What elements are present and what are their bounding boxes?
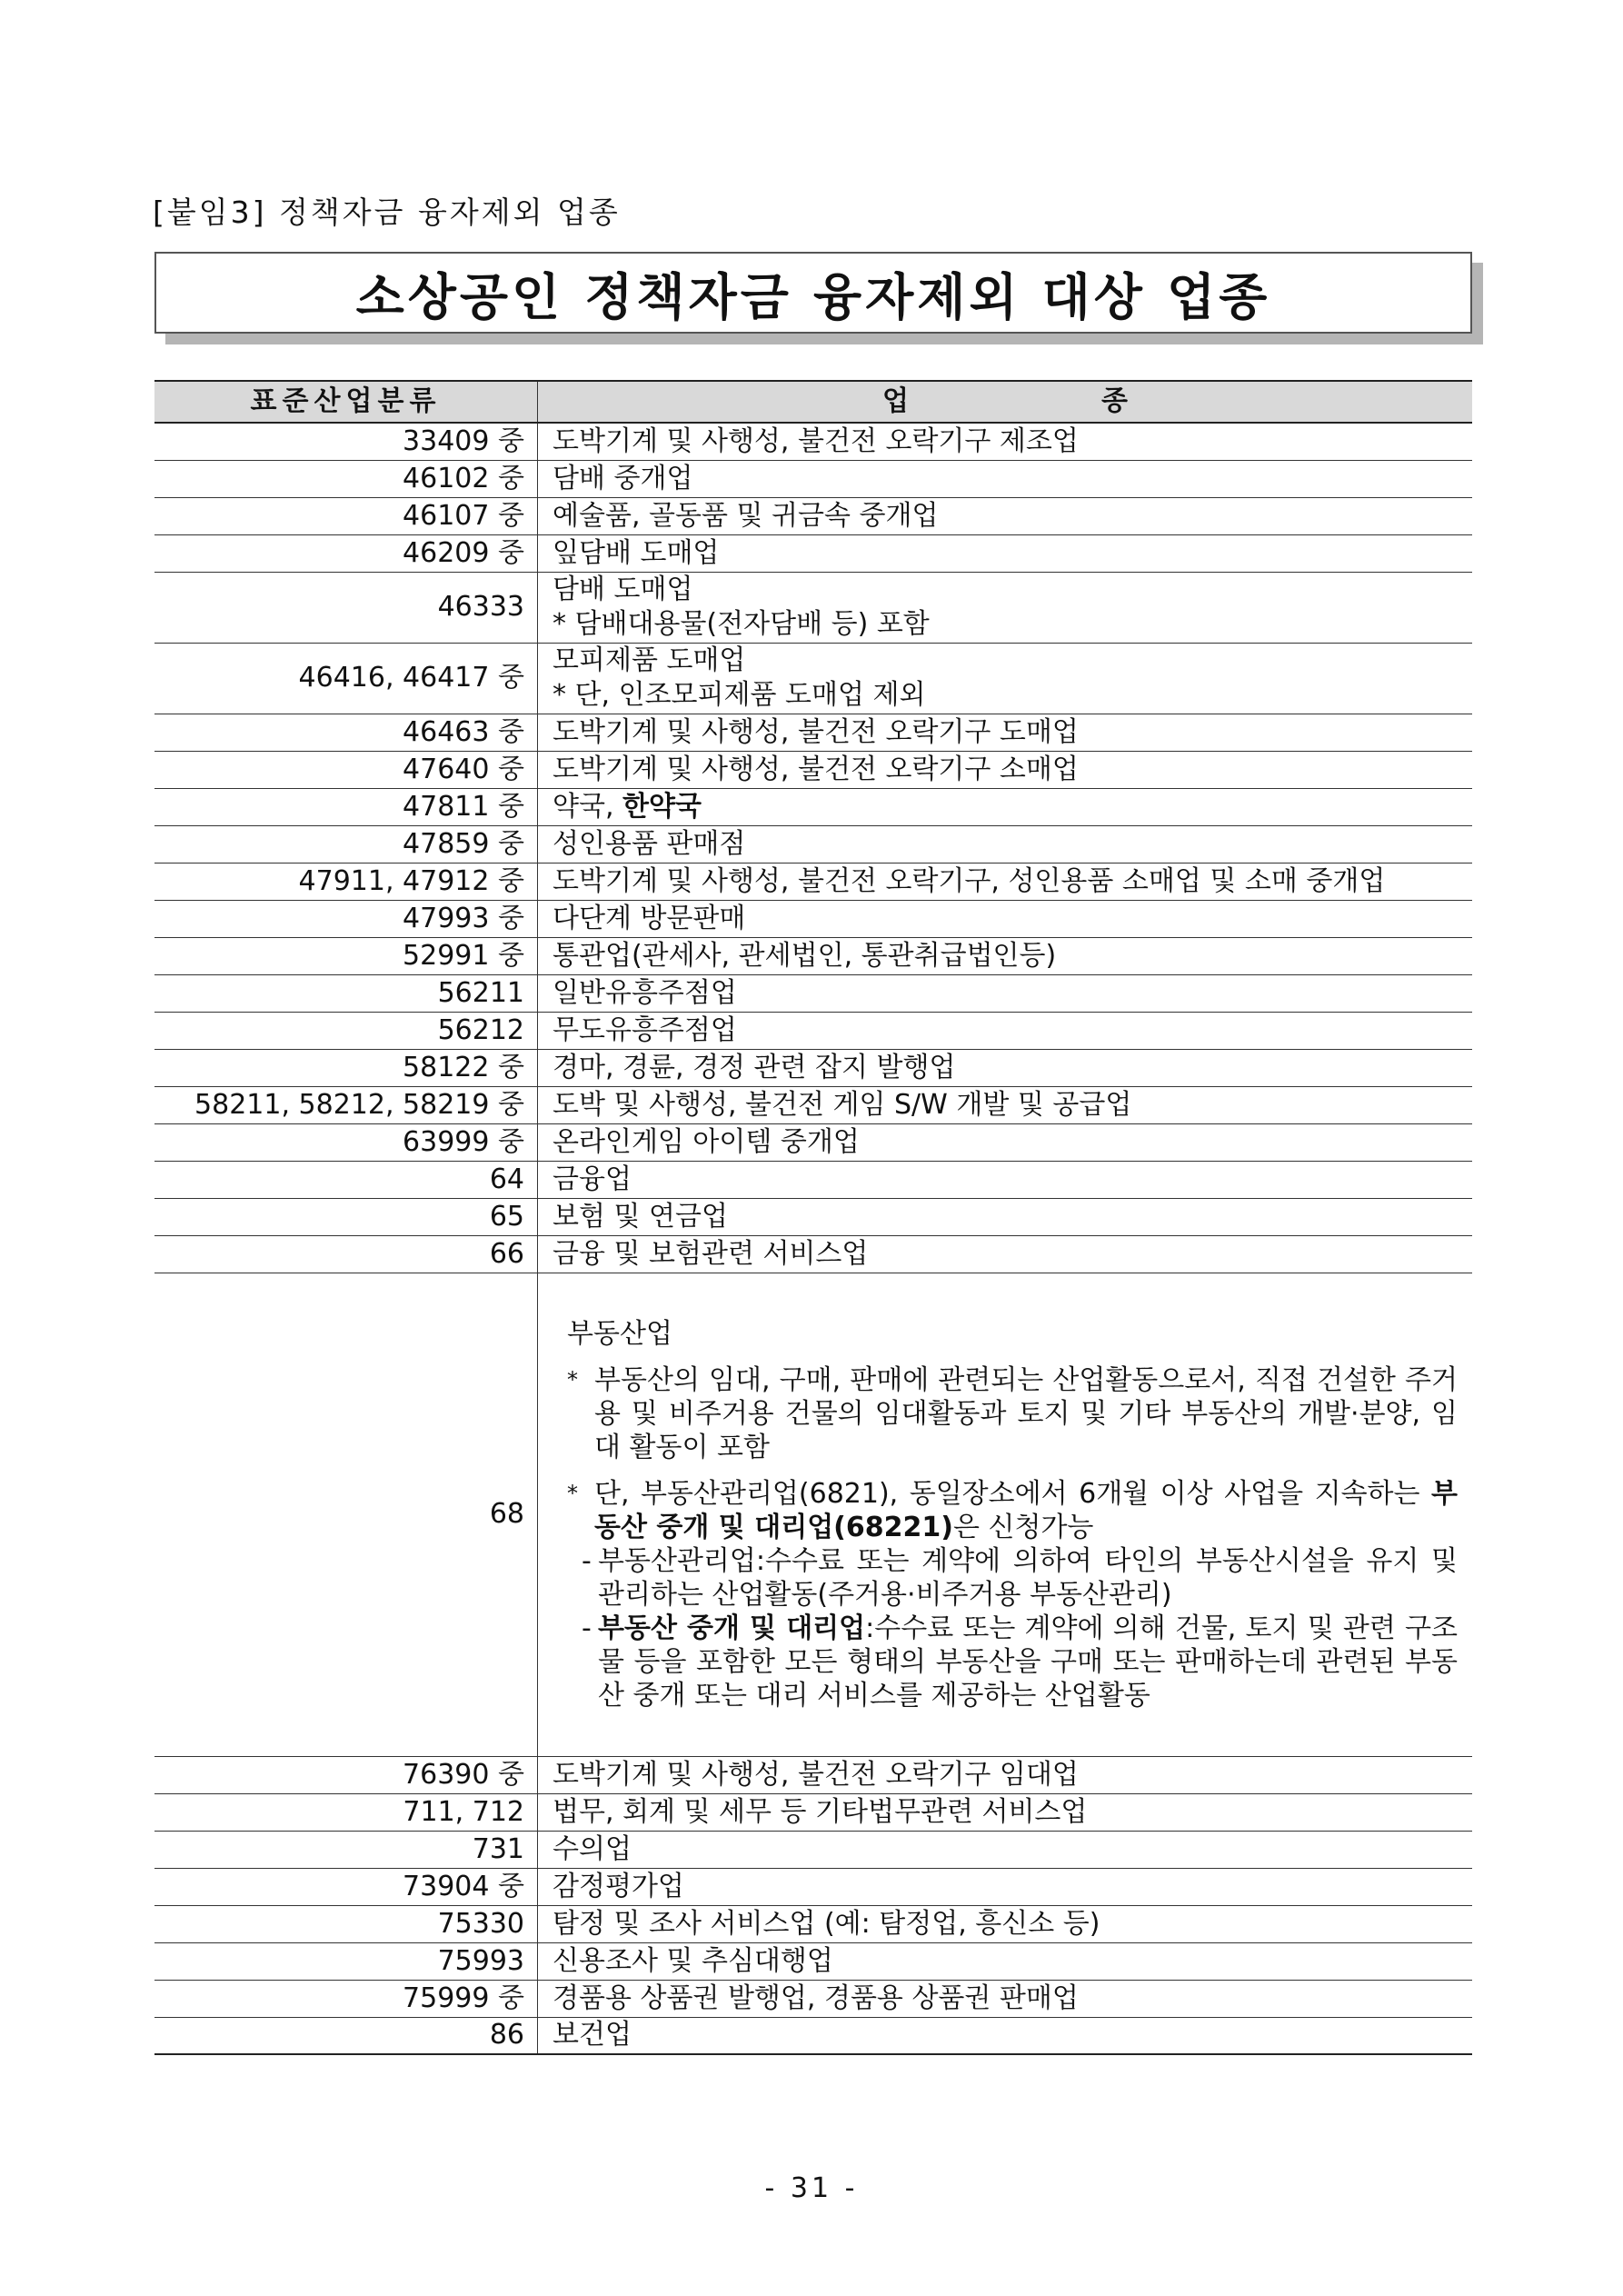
industry-text: 금융 및 보험관련 서비스업 [553, 1237, 869, 1270]
table-row [154, 423, 1472, 460]
code-cell: 75330 [154, 1905, 538, 1942]
bullet-text-bold: 부동산 중개 및 대리업(68221) [594, 1477, 1458, 1543]
industry-text: 통관업(관세사, 관세법인, 통관취급법인등) [553, 939, 1057, 972]
dash-text: 부동산관리업:수수료 또는 계약에 의하여 타인의 부동산시설을 유지 및 관리하는 산업활동(주거용·비주거용 부동산관리) [598, 1544, 1458, 1611]
industry-cell [538, 1793, 1473, 1831]
code-cell: 33409 중 [154, 423, 538, 460]
industry-text: 도박기계 및 사행성, 불건전 오락기구 도매업 [553, 715, 1079, 748]
code-cell: 58211, 58212, 58219 중 [154, 1086, 538, 1123]
code-cell: 66 [154, 1235, 538, 1273]
table-row [154, 1831, 1472, 1868]
code-cell: 56211 [154, 974, 538, 1012]
industry-cell [538, 1012, 1473, 1049]
table-row [154, 643, 1472, 714]
industry-cell [538, 714, 1473, 751]
dash-mark: - [582, 1612, 592, 1644]
table-row [154, 751, 1472, 788]
industry-cell [538, 937, 1473, 974]
table-row [154, 1942, 1472, 1980]
table-row [154, 1793, 1472, 1831]
industry-cell [538, 1942, 1473, 1980]
code-cell: 47811 중 [154, 788, 538, 825]
industry-text: 다단계 방문판매 [553, 902, 746, 934]
industry-cell [538, 497, 1473, 534]
industry-text: 도박기계 및 사행성, 불건전 오락기구 제조업 [553, 424, 1079, 457]
industry-cell [538, 825, 1473, 863]
industry-text: 잎담배 도매업 [553, 536, 720, 569]
table-row [154, 1086, 1472, 1123]
industry-text: 감정평가업 [553, 1870, 684, 1902]
code-cell: 68 [154, 1273, 538, 1756]
code-cell: 711, 712 [154, 1793, 538, 1831]
code-cell: 47911, 47912 중 [154, 863, 538, 900]
bullet-text [594, 1477, 1458, 1544]
industry-text: 경마, 경륜, 경정 관련 잡지 발행업 [553, 1051, 956, 1083]
code-cell: 63999 중 [154, 1123, 538, 1161]
table-row [154, 1123, 1472, 1161]
table-row-real-estate [154, 1273, 1472, 1756]
table-header-row [154, 381, 1472, 423]
code-cell: 46416, 46417 중 [154, 643, 538, 714]
industry-cell [538, 1868, 1473, 1905]
industry-text: 도박 및 사행성, 불건전 게임 S/W 개발 및 공급업 [553, 1088, 1132, 1121]
industry-text: 보건업 [553, 2019, 632, 2051]
table-row [154, 1868, 1472, 1905]
dash-mark: - [582, 1544, 592, 1577]
industry-cell [538, 1049, 1473, 1086]
code-cell: 75993 [154, 1942, 538, 1980]
code-cell: 73904 중 [154, 1868, 538, 1905]
title-box [154, 252, 1472, 334]
industry-cell [538, 1756, 1473, 1793]
bullet-text-tail: 은 신청가능 [952, 1511, 1094, 1543]
table-row [154, 974, 1472, 1012]
industry-text: 도박기계 및 사행성, 불건전 오락기구, 성인용품 소매업 및 소매 중개업 [553, 864, 1386, 897]
industry-text: 보험 및 연금업 [553, 1200, 728, 1233]
table-row [154, 1756, 1472, 1793]
code-cell: 65 [154, 1198, 538, 1235]
industry-cell [538, 1831, 1473, 1868]
industry-text: 금융업 [553, 1163, 632, 1195]
dash-item [567, 1612, 1458, 1712]
industry-cell [538, 1235, 1473, 1273]
industry-text: 무도유흥주점업 [553, 1013, 737, 1046]
industry-text: 법무, 회계 및 세무 등 기타법무관련 서비스업 [553, 1795, 1088, 1828]
industry-cell [538, 2017, 1473, 2054]
industry-text: 수의업 [553, 1832, 632, 1865]
industry-text: 탐정 및 조사 서비스업 (예: 탐정업, 흥신소 등) [553, 1907, 1100, 1940]
table-row [154, 1198, 1472, 1235]
industry-cell [538, 534, 1473, 572]
table-row [154, 572, 1472, 643]
industry-text: 담배 도매업 [553, 574, 693, 605]
industry-note: * 단, 인조모피제품 도매업 제외 [553, 679, 926, 711]
table-row [154, 2017, 1472, 2054]
industry-cell [538, 643, 1473, 714]
dash-text-bold: 부동산 중개 및 대리업 [598, 1612, 866, 1644]
table-body [154, 423, 1472, 2054]
code-cell: 47640 중 [154, 751, 538, 788]
code-cell: 731 [154, 1831, 538, 1868]
bullet-mark: * [567, 1366, 578, 1393]
industry-text: 예술품, 골동품 및 귀금속 중개업 [553, 499, 939, 532]
industry-cell [538, 751, 1473, 788]
industry-cell [538, 1086, 1473, 1123]
dash-text [598, 1612, 1458, 1712]
industry-cell [538, 1198, 1473, 1235]
industry-cell [538, 974, 1473, 1012]
industry-cell [538, 460, 1473, 497]
industry-text-bold: 한약국 [622, 790, 702, 823]
table-row [154, 1905, 1472, 1942]
code-cell: 75999 중 [154, 1980, 538, 2017]
industry-cell [538, 1273, 1473, 1756]
industry-cell [538, 1980, 1473, 2017]
industry-text: 성인용품 판매점 [553, 827, 746, 860]
header-code: 표준산업분류 [154, 381, 538, 423]
code-cell: 56212 [154, 1012, 538, 1049]
real-estate-block [553, 1303, 1472, 1727]
industry-cell [538, 1161, 1473, 1198]
real-estate-heading: 부동산업 [567, 1317, 672, 1350]
attachment-label: [붙임3] 정책자금 융자제외 업종 [153, 195, 621, 230]
table-row [154, 788, 1472, 825]
code-cell: 46107 중 [154, 497, 538, 534]
code-cell: 47993 중 [154, 900, 538, 937]
industry-text: 온라인게임 아이템 중개업 [553, 1125, 860, 1158]
table-row [154, 460, 1472, 497]
table-row [154, 1161, 1472, 1198]
table-row [154, 863, 1472, 900]
dash-text-plain: :수수료 또는 계약에 의해 건물, 토지 및 관련 구조물 등을 포함한 모든 형태의 부동산을 구매 또는 판매하는데 관련된 부동산 중개 또는 대리 서비스를 제공하는 산업활동 [598, 1612, 1458, 1712]
industry-note: * 담배대용물(전자담배 등) 포함 [553, 608, 930, 640]
page-number: - 31 - [764, 2172, 859, 2204]
industry-text: 신용조사 및 추심대행업 [553, 1944, 833, 1977]
industry-cell [538, 900, 1473, 937]
bullet-mark: * [567, 1480, 578, 1506]
header-industry-b: 종 [1101, 385, 1128, 417]
industry-text: 약국, [553, 790, 623, 823]
bullet-text: 부동산의 임대, 구매, 판매에 관련되는 산업활동으로서, 직접 건설한 주거용 및 비주거용 건물의 임대활동과 토지 및 기타 부동산의 개발·분양, 임대 활동이 포함 [594, 1363, 1458, 1463]
header-industry [538, 381, 1473, 423]
industry-text: 모피제품 도매업 [553, 644, 746, 676]
code-cell: 86 [154, 2017, 538, 2054]
bullet-text-plain: 단, 부동산관리업(6821), 동일장소에서 6개월 이상 사업을 지속하는 [594, 1477, 1432, 1510]
industry-text: 경품용 상품권 발행업, 경품용 상품권 판매업 [553, 1982, 1079, 2014]
table-row [154, 1012, 1472, 1049]
code-cell: 52991 중 [154, 937, 538, 974]
code-cell: 46102 중 [154, 460, 538, 497]
table-row [154, 937, 1472, 974]
table-row [154, 497, 1472, 534]
bullet-item [567, 1477, 1458, 1544]
table-row [154, 825, 1472, 863]
document-title: 소상공인 정책자금 융자제외 대상 업종 [355, 267, 1271, 326]
code-cell: 46209 중 [154, 534, 538, 572]
table-row [154, 1235, 1472, 1273]
table-row [154, 714, 1472, 751]
industry-cell [538, 423, 1473, 460]
excluded-industries-table [154, 380, 1472, 2055]
industry-cell [538, 863, 1473, 900]
table-row [154, 1980, 1472, 2017]
code-cell: 46463 중 [154, 714, 538, 751]
industry-text: 도박기계 및 사행성, 불건전 오락기구 소매업 [553, 753, 1079, 785]
dash-item [567, 1544, 1458, 1612]
industry-cell [538, 1123, 1473, 1161]
title-banner [154, 252, 1472, 334]
industry-cell [538, 1905, 1473, 1942]
code-cell: 46333 [154, 572, 538, 643]
code-cell: 47859 중 [154, 825, 538, 863]
industry-text: 담배 중개업 [553, 462, 693, 494]
industry-cell [538, 788, 1473, 825]
table-row [154, 534, 1472, 572]
table-row [154, 1049, 1472, 1086]
bullet-item [567, 1363, 1458, 1464]
code-cell: 58122 중 [154, 1049, 538, 1086]
code-cell: 76390 중 [154, 1756, 538, 1793]
header-industry-a: 업 [882, 385, 909, 417]
code-cell: 64 [154, 1161, 538, 1198]
industry-text: 일반유흥주점업 [553, 976, 737, 1009]
industry-cell [538, 572, 1473, 643]
industry-text: 도박기계 및 사행성, 불건전 오락기구 임대업 [553, 1758, 1079, 1791]
table-row [154, 900, 1472, 937]
